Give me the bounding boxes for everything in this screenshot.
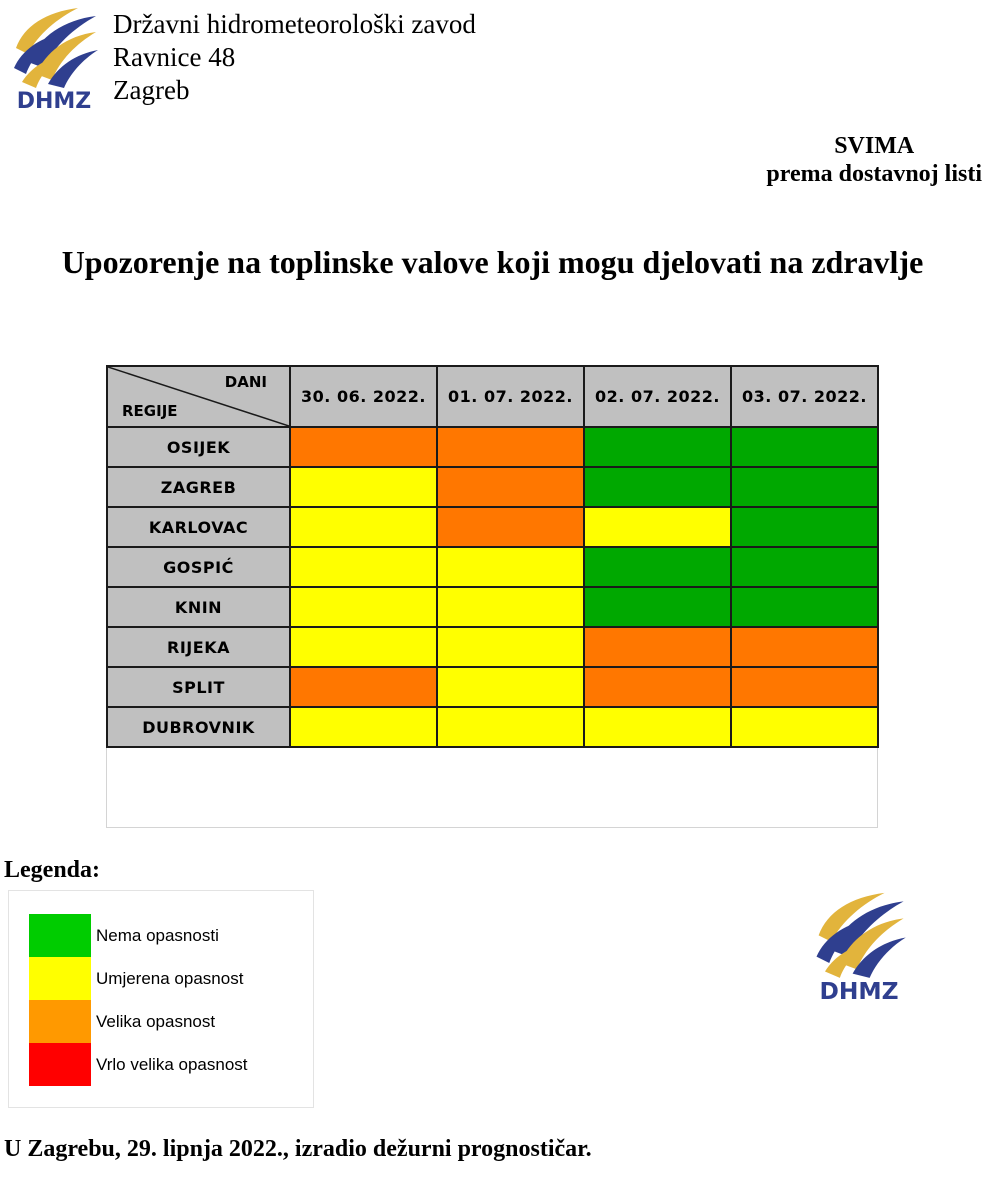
- warning-level-cell: [731, 427, 878, 467]
- table-row: [107, 507, 878, 547]
- institution-name: Državni hidrometeorološki zavod: [113, 9, 476, 39]
- date-header: 30. 06. 2022.: [290, 366, 437, 427]
- region-name: DUBROVNIK: [107, 707, 290, 747]
- region-name: SPLIT: [107, 667, 290, 707]
- legend-label: Velika opasnost: [96, 1011, 216, 1031]
- warning-level-cell: [437, 707, 584, 747]
- warning-level-cell: [290, 507, 437, 547]
- warning-level-cell: [437, 467, 584, 507]
- legend-swatch-high: [29, 1000, 91, 1043]
- corner-regions-label: REGIJE: [122, 402, 178, 420]
- warning-level-cell: [290, 427, 437, 467]
- legend-label: Vrlo velika opasnost: [96, 1054, 248, 1074]
- svg-text:DHMZ: DHMZ: [16, 89, 92, 112]
- footer-signature: U Zagrebu, 29. lipnja 2022., izradio dežurni prognostičar.: [4, 1136, 592, 1162]
- table-row: [107, 667, 878, 707]
- legend-box: [8, 890, 314, 1108]
- warning-level-cell: [584, 587, 731, 627]
- table-row: [107, 467, 878, 507]
- region-name: KARLOVAC: [107, 507, 290, 547]
- warning-level-cell: [437, 547, 584, 587]
- legend-swatch-moderate: [29, 957, 91, 1000]
- legend-title: Legenda:: [4, 857, 100, 883]
- warning-level-cell: [290, 547, 437, 587]
- warning-level-cell: [731, 547, 878, 587]
- warning-level-cell: [584, 547, 731, 587]
- table-row: [107, 707, 878, 747]
- table-corner-cell: [107, 366, 290, 427]
- legend-item: [29, 914, 219, 957]
- region-name: GOSPIĆ: [107, 547, 290, 587]
- warning-level-cell: [584, 467, 731, 507]
- warning-level-cell: [290, 627, 437, 667]
- table-row: [107, 547, 878, 587]
- dhmz-logo-bottom: [808, 887, 910, 1005]
- warning-level-cell: [437, 507, 584, 547]
- corner-days-label: DANI: [224, 373, 267, 391]
- warning-level-cell: [290, 587, 437, 627]
- table-header-row: [107, 366, 878, 427]
- table-row: [107, 627, 878, 667]
- warning-level-cell: [437, 667, 584, 707]
- table-row: [107, 427, 878, 467]
- warning-level-cell: [437, 627, 584, 667]
- recipient-block: [766, 132, 982, 188]
- date-header: 01. 07. 2022.: [437, 366, 584, 427]
- warning-level-cell: [731, 587, 878, 627]
- region-name: KNIN: [107, 587, 290, 627]
- warning-level-cell: [731, 467, 878, 507]
- warning-level-cell: [584, 667, 731, 707]
- warning-level-cell: [731, 507, 878, 547]
- region-name: RIJEKA: [107, 627, 290, 667]
- dhmz-logo: [6, 4, 102, 112]
- date-header: 02. 07. 2022.: [584, 366, 731, 427]
- legend-label: Umjerena opasnost: [96, 968, 244, 988]
- warning-level-cell: [584, 507, 731, 547]
- institution-city: Zagreb: [113, 75, 190, 105]
- warning-level-cell: [731, 707, 878, 747]
- warning-level-cell: [584, 627, 731, 667]
- recipient-line-2: prema dostavnoj listi: [766, 161, 982, 187]
- date-header: 03. 07. 2022.: [731, 366, 878, 427]
- legend-label: Nema opasnosti: [96, 925, 219, 945]
- warning-level-cell: [437, 427, 584, 467]
- legend-item: [29, 957, 243, 1000]
- warning-level-cell: [437, 587, 584, 627]
- warning-level-cell: [731, 627, 878, 667]
- legend-swatch-none: [29, 914, 91, 957]
- warning-level-cell: [290, 667, 437, 707]
- warning-level-cell: [290, 707, 437, 747]
- warning-level-cell: [290, 467, 437, 507]
- region-name: ZAGREB: [107, 467, 290, 507]
- warning-level-cell: [584, 427, 731, 467]
- sender-block: [113, 8, 476, 107]
- warning-level-cell: [731, 667, 878, 707]
- document-title: Upozorenje na toplinske valove koji mogu djelovati na zdravlje: [61, 244, 924, 280]
- heat-warning-table: [106, 365, 879, 748]
- legend-item: [29, 1043, 248, 1086]
- region-name: OSIJEK: [107, 427, 290, 467]
- institution-address: Ravnice 48: [113, 42, 236, 72]
- legend-swatch-very-high: [29, 1043, 91, 1086]
- warning-level-cell: [584, 707, 731, 747]
- recipient-line-1: SVIMA: [834, 133, 915, 159]
- table-row: [107, 587, 878, 627]
- legend-item: [29, 1000, 215, 1043]
- svg-text:DHMZ: DHMZ: [819, 977, 899, 1005]
